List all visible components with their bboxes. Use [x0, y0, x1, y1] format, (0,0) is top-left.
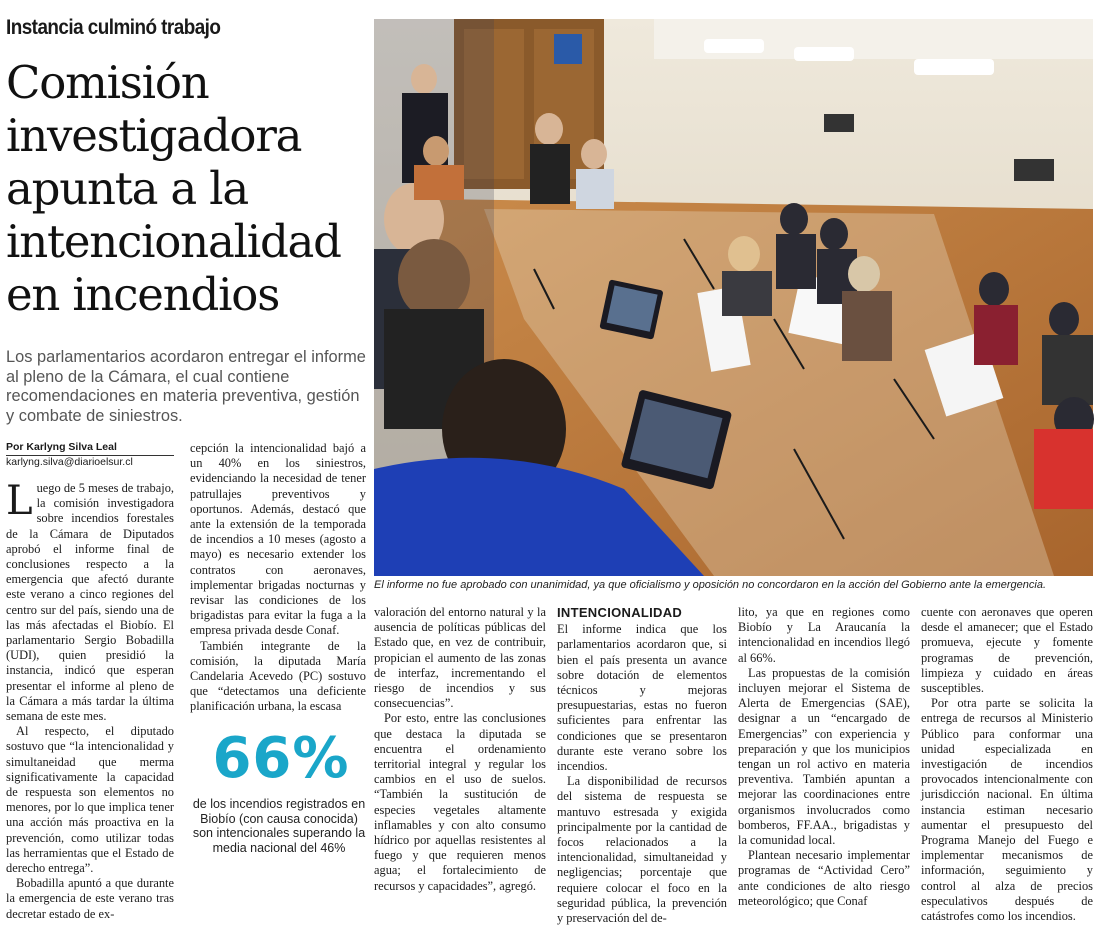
- byline: [6, 441, 174, 469]
- paragraph: valoración del entorno natural y la ausencia de políticas públicas del Estado que, en vez de contribuir, propician el aumento de las zonas de interfaz, incrementando el riesgo de incendios y sus consecuencias”.: [374, 605, 546, 711]
- pull-quote-text: de los incendios registrados en Biobío (con causa conocida) son intencionales superando la media nacional del 46%: [192, 797, 366, 855]
- paragraph: Al respecto, el diputado sostuvo que “la intencionalidad y simultaneidad que merma significativamente la capacidad de respuesta son elementos no menores, por lo que implica tener una acción más proactiva en la prevención, como utilizar todas las herramientas que el Estado de derecho entrega”.: [6, 724, 174, 876]
- paragraph: También integrante de la comisión, la diputada María Candelaria Acevedo (PC) sostuvo que “detectamos una deficiente planificación urbana, la escasa: [190, 638, 366, 714]
- body-column-2: [190, 441, 366, 715]
- section-subhead: INTENCIONALIDAD: [557, 605, 683, 620]
- article-deck: Los parlamentarios acordaron entregar el informe al pleno de la Cámara, el cual contiene recomendaciones en materia preventiva, gestión y combate de siniestros.: [6, 348, 366, 425]
- paragraph: Por esto, entre las conclusiones que destaca la diputada se encuentra el ordenamiento territorial integral y regular los cambios en el uso de suelos. “También la sustitución de especies vegetales altamente inflamables y con alto consumo hídrico por aquellas resistentes al fuego y que requieren menos agua; el fortalecimiento de recursos y capacidades”, agregó.: [374, 711, 546, 893]
- paragraph: La disponibilidad de recursos del sistema de respuesta se mantuvo estresada y exigida principalmente por la cantidad de focos relacionados a la intencionalidad, simultaneidad y negligencias; porcentaje que requiere colocar el foco en la seguridad pública, la prevención y preservación del de-: [557, 774, 727, 926]
- body-column-3: [374, 605, 546, 894]
- paragraph-text: uego de 5 meses de trabajo, la comisión investigadora sobre incendios forestales de la Cámara de Diputados aprobó el informe final de conclusiones respecto a la emergencia que afectó durante este verano a cinco regiones del centro sur del país, siendo una de las más afectadas el Biobío. El parlamentario Sergio Bobadilla (UDI), quien presidió la instancia, indicó que esperan presentar el informe al pleno de la Cámara a más tardar la última semana de este mes.: [6, 481, 174, 724]
- body-column-4: [557, 605, 727, 926]
- paragraph: cepción la intencionalidad bajó a un 40% en los siniestros, evidenciando la necesidad de tener patrullajes preventivos y oportunos. Además, destacó que ante la extensión de la temporada de incendios a 10 meses (agosto a mayo) es necesario extender los contratos con aeronaves, implementar brigadas nocturnas y revisar las condiciones de los brigadistas para evitar la fuga a la empresa privada desde Conaf.: [190, 441, 366, 638]
- article-headline: Comisión investigadora apunta a la intencionalidad en incendios: [6, 56, 341, 321]
- body-column-6: [921, 605, 1093, 924]
- commission-meeting-photo: [374, 19, 1093, 576]
- photo-commission-session: [374, 19, 1093, 576]
- paragraph: lito, ya que en regiones como Biobío y La Araucanía la intencionalidad en incendios llegó al 66%.: [738, 605, 910, 665]
- paragraph: El informe indica que los parlamentarios acordaron que, si bien el país presenta un avance sobre dotación de elementos técnicos y mejoras presupuestarias, estas no fueron suficientes para enfrentar las condiciones que se presentaron durante este verano sobre los incendios.: [557, 622, 727, 774]
- author-name: Por Karlyng Silva Leal: [6, 441, 174, 456]
- pull-quote-figure: 66%: [212, 726, 350, 791]
- drop-cap: L: [6, 478, 33, 524]
- paragraph: Plantean necesario implementar programas de “Actividad Cero” ante condiciones de alto riesgo meteorológico; que Conaf: [738, 848, 910, 908]
- paragraph: Bobadilla apuntó a que durante la emergencia de este verano tras decretar estado de ex-: [6, 876, 174, 921]
- paragraph: Por otra parte se solicita la entrega de recursos al Ministerio Público para conformar una unidad especializada en investigación de incendios provocados intencionalmente con jurisdicción nacional. En última instancia estiman necesario aumentar el presupuesto del Programa Manejo del Fuego e implementar mecanismos de información, seguimiento y control al alza de precios especulativos después de catástrofes como los incendios.: [921, 696, 1093, 924]
- paragraph: [6, 478, 174, 724]
- body-column-5: [738, 605, 910, 909]
- author-email: karlyng.silva@diarioelsur.cl: [6, 456, 133, 468]
- photo-caption: El informe no fue aprobado con unanimidad, ya que oficialismo y oposición no concordaron en la acción del Gobierno ante la emergencia.: [374, 579, 1047, 591]
- paragraph: cuente con aeronaves que operen desde el amanecer; que el Estado promueva, ejecute y fomente programas de prevención, limpieza y cuidado en áreas susceptibles.: [921, 605, 1093, 696]
- article-kicker: Instancia culminó trabajo: [6, 16, 221, 39]
- paragraph: Las propuestas de la comisión incluyen mejorar el Sistema de Alerta de Emergencias (SAE), designar a un “encargado de Emergencias” con experiencia y preparación y que los municipios tengan un rol activo en materia preventiva. También apuntan a mejorar las coordinaciones entre organismos involucrados como bomberos, FF.AA., brigadistas y la comunidad local.: [738, 665, 910, 848]
- body-column-1: [6, 478, 174, 922]
